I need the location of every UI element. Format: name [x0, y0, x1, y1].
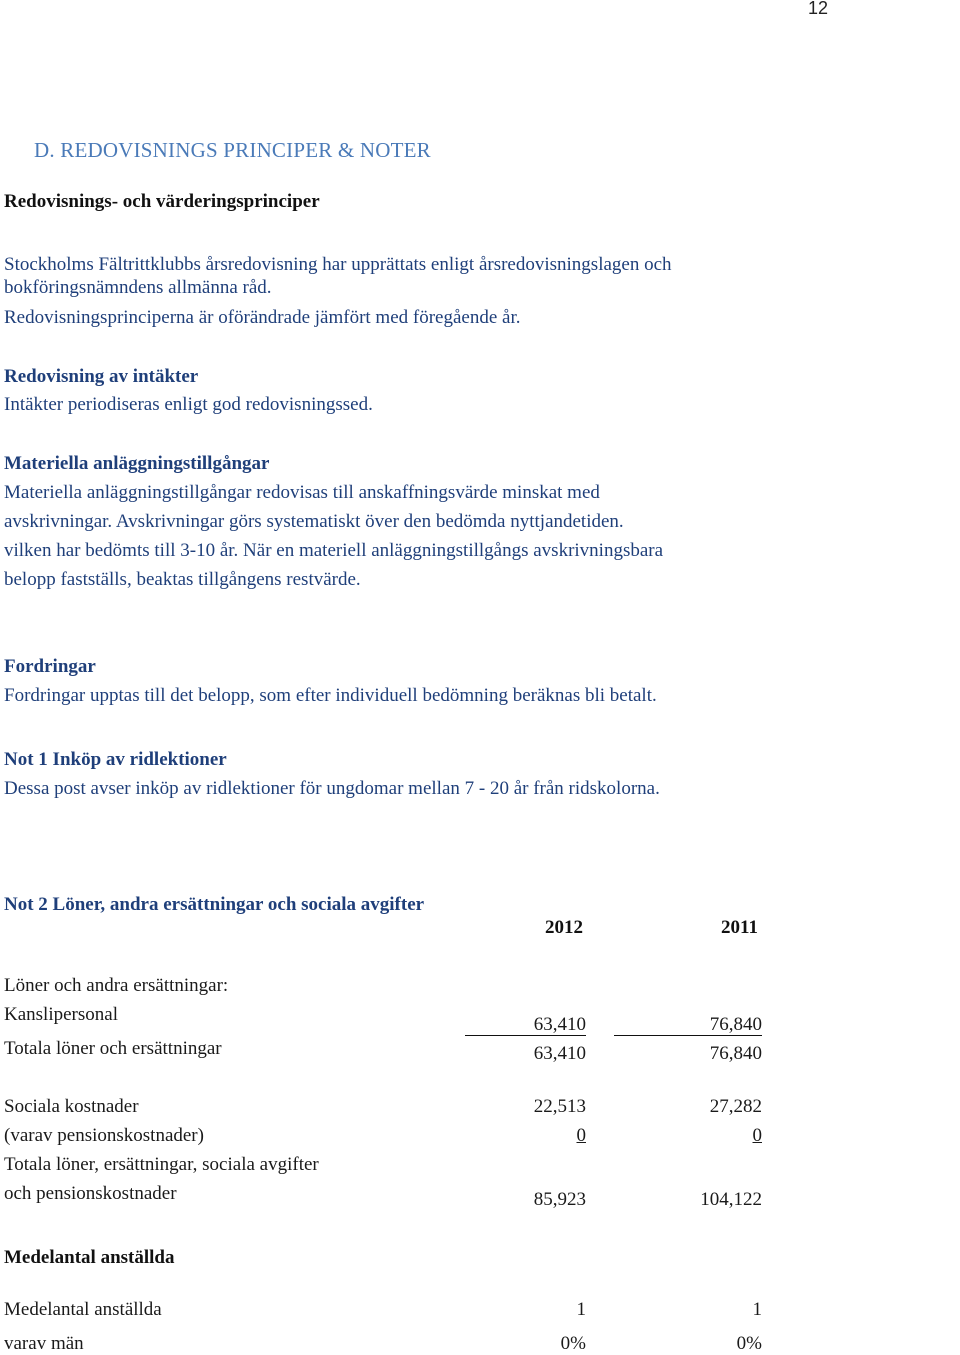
- principles-heading: Redovisnings- och värderingsprinciper: [4, 191, 320, 212]
- receivables-heading: Fordringar: [4, 656, 96, 677]
- staff-value-2012: 0%: [560, 1333, 586, 1354]
- year-2012: 2012: [545, 917, 583, 938]
- row-label: Totala löner och ersättningar: [4, 1038, 222, 1059]
- receivables-text: Fordringar upptas till det belopp, som efter individuell bedömning beräknas bli betalt.: [4, 685, 657, 706]
- row-value-2011: [642, 1125, 762, 1147]
- note2-heading: Not 2 Löner, andra ersättningar och sociala avgifter: [4, 894, 425, 915]
- row-label: Sociala kostnader: [4, 1096, 139, 1117]
- row-label: (varav pensionskostnader): [4, 1125, 204, 1146]
- row-value-2011: 76,840: [709, 1043, 762, 1064]
- row-label: Totala löner, ersättningar, sociala avgifter: [4, 1154, 319, 1175]
- staff-row-label: Medelantal anställda: [4, 1299, 162, 1320]
- row-value-2012: 85,923: [533, 1189, 586, 1210]
- row-value-2012: [466, 1125, 586, 1147]
- staff-value-2012: 1: [576, 1299, 586, 1320]
- note1-heading: Not 1 Inköp av ridlektioner: [4, 749, 227, 770]
- section-heading: D. REDOVISNINGS PRINCIPER & NOTER: [34, 138, 431, 162]
- row-label: Kanslipersonal: [4, 1004, 118, 1025]
- note2-subheading: Löner och andra ersättningar:: [4, 975, 229, 996]
- income-heading: Redovisning av intäkter: [4, 366, 199, 387]
- row-value-2011: 76,840: [709, 1014, 762, 1035]
- subtotal-rule-2012: [465, 1035, 586, 1036]
- assets-line-3: vilken har bedömts till 3-10 år. När en materiell anläggningstillgångs avskrivningsbara: [4, 540, 664, 561]
- principles-line-3: Redovisningsprinciperna är oförändrade jämfört med föregående år.: [4, 307, 521, 328]
- assets-line-4: belopp fastställs, beaktas tillgångens restvärde.: [4, 569, 361, 590]
- staff-value-2011: 0%: [736, 1333, 762, 1354]
- income-text: Intäkter periodiseras enligt god redovisningssed.: [4, 394, 373, 415]
- assets-heading: Materiella anläggningstillgångar: [4, 453, 270, 474]
- underlined-value: 0: [752, 1125, 762, 1146]
- row-label: och pensionskostnader: [4, 1183, 177, 1204]
- assets-line-2: avskrivningar. Avskrivningar görs systematiskt över den bedömda nyttjandetiden.: [4, 511, 624, 532]
- row-value-2012: 22,513: [533, 1096, 586, 1117]
- staff-row-label: varav män: [4, 1333, 84, 1354]
- note1-text: Dessa post avser inköp av ridlektioner för ungdomar mellan 7 - 20 år från ridskolorna.: [4, 778, 660, 799]
- principles-line-1: Stockholms Fältrittklubbs årsredovisning har upprättats enligt årsredovisningslagen och: [4, 254, 672, 275]
- page-number: 12: [808, 0, 829, 18]
- subtotal-rule-2011: [614, 1035, 762, 1036]
- year-2011: 2011: [721, 917, 758, 938]
- staff-value-2011: 1: [752, 1299, 762, 1320]
- principles-line-2: bokföringsnämndens allmänna råd.: [4, 277, 272, 298]
- row-value-2012: 63,410: [533, 1014, 586, 1035]
- staff-heading: Medelantal anställda: [4, 1247, 175, 1268]
- assets-line-1: Materiella anläggningstillgångar redovisas till anskaffningsvärde minskat med: [4, 482, 600, 503]
- row-value-2012: 63,410: [533, 1043, 586, 1064]
- row-value-2011: 27,282: [709, 1096, 762, 1117]
- row-value-2011: 104,122: [700, 1189, 762, 1210]
- underlined-value: 0: [576, 1125, 586, 1146]
